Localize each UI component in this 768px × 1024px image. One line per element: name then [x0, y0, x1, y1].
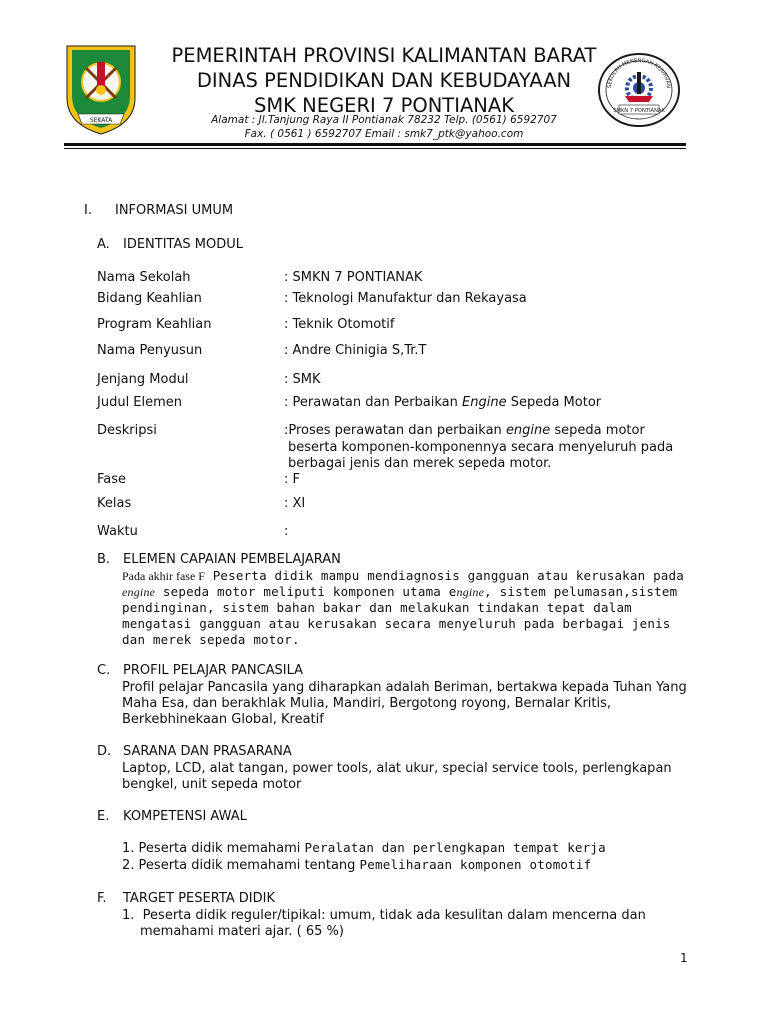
value-text: sepeda motor — [550, 423, 645, 438]
value-text: Sepeda Motor — [506, 395, 602, 410]
list-item — [122, 857, 591, 874]
section-b-text — [122, 568, 684, 585]
section-d-title: SARANA DAN PRASARANA — [123, 744, 292, 759]
header-line-1: PEMERINTAH PROVINSI KALIMANTAN BARAT — [171, 44, 597, 67]
identity-value-description — [284, 423, 645, 439]
page-number: 1 — [680, 951, 688, 965]
section-f-title: TARGET PESERTA DIDIK — [123, 891, 275, 906]
identity-value-title — [284, 395, 601, 411]
identity-label: Judul Elemen — [97, 395, 183, 410]
section-f-number: F. — [97, 891, 107, 906]
text-run: sepeda motor meliputi komponen utama e — [155, 584, 457, 599]
identity-label: Program Keahlian — [97, 317, 212, 332]
section-c-title: PROFIL PELAJAR PANCASILA — [123, 663, 304, 678]
section-e-number: E. — [97, 809, 110, 824]
school-emblem-icon — [597, 52, 681, 128]
identity-label: Bidang Keahlian — [97, 291, 202, 306]
header-address: Alamat : Jl.Tanjung Raya II Pontianak 78232 Telp. (0561) 6592707 — [211, 114, 557, 126]
value-text: : Perawatan dan Perbaikan — [284, 395, 463, 410]
text-emphasis: ngine — [456, 585, 485, 599]
section-b-title: ELEMEN CAPAIAN PEMBELAJARAN — [123, 552, 341, 567]
section-d-number: D. — [97, 744, 112, 759]
section-b-text: dan merek sepeda motor. — [122, 632, 300, 647]
section-b-number: B. — [97, 552, 111, 567]
list-number: 2. — [122, 858, 135, 873]
header-divider-thin — [64, 148, 686, 149]
identity-label: Waktu — [97, 524, 138, 539]
section-d-text: bengkel, unit sepeda motor — [122, 777, 302, 792]
identity-value: : — [284, 524, 289, 539]
left-logo-banner-text: SEKATA — [89, 117, 113, 124]
section-e-title: KOMPETENSI AWAL — [123, 809, 247, 824]
value-text: :Proses perawatan dan perbaikan — [284, 423, 506, 438]
list-number: 1. — [122, 908, 135, 923]
section-c-text: Maha Esa, dan berakhlak Mulia, Mandiri, Bergotong royong, Bernalar Kritis, — [122, 696, 612, 711]
header-divider-thick — [64, 143, 686, 146]
identity-label: Nama Sekolah — [97, 270, 191, 285]
header-line-3: SMK NEGERI 7 PONTIANAK — [253, 94, 515, 117]
text-run: Pada akhir fase F — [122, 569, 205, 583]
identity-label: Nama Penyusun — [97, 343, 203, 358]
section-b-text: pendinginan, sistem bahan bakar dan melakukan tindakan tepat dalam — [122, 600, 632, 615]
text-run: Pemeliharaan komponen otomotif — [359, 857, 592, 872]
identity-label: Fase — [97, 472, 127, 487]
section-a-title: IDENTITAS MODUL — [123, 237, 243, 252]
identity-value-description-line: berbagai jenis dan merek sepeda motor. — [288, 456, 552, 471]
header-line-2: DINAS PENDIDIKAN DAN KEBUDAYAAN — [196, 69, 572, 92]
section-d-text: Laptop, LCD, alat tangan, power tools, alat ukur, special service tools, perlengkapan — [122, 761, 672, 776]
section-c-text: Profil pelajar Pancasila yang diharapkan adalah Beriman, bertakwa kepada Tuhan Yang — [122, 680, 687, 695]
section-c-text: Berkebhinekaan Global, Kreatif — [122, 712, 324, 727]
identity-value: : Teknologi Manufaktur dan Rekayasa — [284, 291, 527, 306]
identity-label: Kelas — [97, 496, 132, 511]
section-a-number: A. — [97, 237, 110, 252]
text-run: Peserta didik memahami — [138, 841, 305, 856]
identity-value: : XI — [284, 496, 306, 511]
section-b-text — [122, 584, 677, 600]
value-emphasis: Engine — [462, 395, 507, 410]
identity-label: Deskripsi — [97, 423, 157, 438]
identity-label: Jenjang Modul — [97, 372, 189, 387]
identity-value: : F — [284, 472, 300, 487]
right-logo-bottom-text: SMKN 7 PONTIANAK — [613, 108, 665, 114]
list-item — [122, 840, 606, 857]
right-logo-top-text: SEKOLAH MENENGAH KEJURUAN — [606, 57, 672, 89]
value-emphasis: engine — [505, 423, 551, 438]
identity-value: : SMKN 7 PONTIANAK — [284, 270, 423, 285]
section-i-title: INFORMASI UMUM — [115, 203, 234, 218]
section-b-text: mengatasi gangguan atau kerusakan secara menyeluruh pada berbagai jenis — [122, 616, 671, 631]
list-number: 1. — [122, 841, 135, 856]
list-item-continuation: memahami materi ajar. ( 65 %) — [140, 924, 344, 939]
list-item — [122, 908, 646, 924]
text-emphasis: engine — [122, 585, 156, 599]
identity-value: : Teknik Otomotif — [284, 317, 395, 332]
text-run: Peralatan dan perlengkapan tempat kerja — [304, 840, 606, 855]
text-run: Peserta didik reguler/tipikal: umum, tidak ada kesulitan dalam mencerna dan — [142, 908, 646, 923]
section-c-number: C. — [97, 663, 111, 678]
text-run: , sistem pelumasan,sistem — [484, 584, 678, 599]
text-run: Peserta didik mampu mendiagnosis gangguan atau kerusakan pada — [204, 568, 684, 583]
identity-value: : SMK — [284, 372, 321, 387]
identity-value: : Andre Chinigia S,Tr.T — [284, 343, 427, 358]
identity-value-description-line: beserta komponen-komponennya secara menyeluruh pada — [288, 440, 674, 455]
section-i-number: I. — [84, 203, 92, 218]
header-contact: Fax. ( 0561 ) 6592707 Email : smk7_ptk@yahoo.com — [244, 128, 524, 140]
text-run: Peserta didik memahami tentang — [138, 858, 360, 873]
